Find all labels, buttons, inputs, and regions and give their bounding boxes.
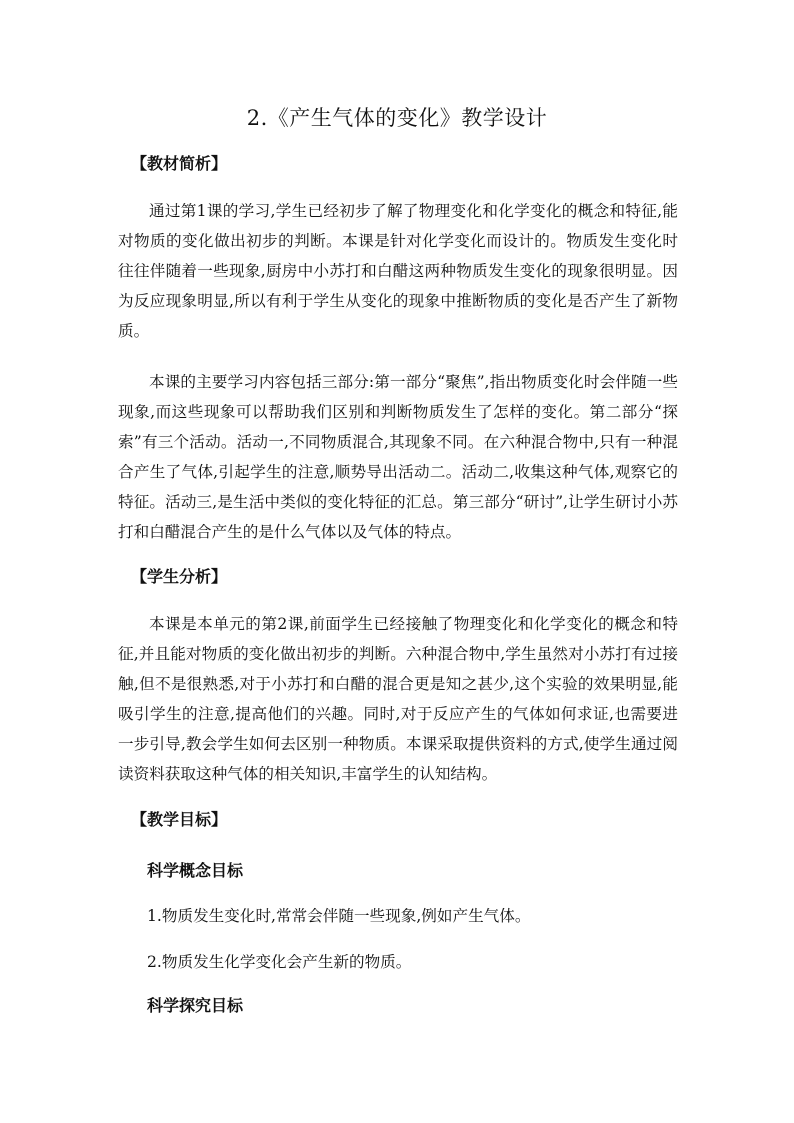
subheading-concept-goals: 科学概念目标 <box>147 861 244 880</box>
section-heading-textbook: 【教材简析】 <box>131 154 228 173</box>
paragraph-textbook-1: 通过第1课的学习,学生已经初步了解了物理变化和化学变化的概念和特征,能对物质的变化做出初步的判断。本课是针对化学变化而设计的。物质发生变化时往往伴随着一些现象,厨房中小苏打和白醋这两种物质发生变化的现象很明显。因为反应现象明显,所以有利于学生从变化的现象中推断物质的变化是否产生了新物质。 <box>118 202 678 340</box>
concept-goal-item-1: 1.物质发生变化时,常常会伴随一些现象,例如产生气体。 <box>147 907 531 925</box>
paragraph-students-1: 本课是本单元的第2课,前面学生已经接触了物理变化和化学变化的概念和特征,并且能对物质的变化做出初步的判断。六种混合物中,学生虽然对小苏打有过接触,但不是很熟悉,对于小苏打和白醋的混合更是知之甚少,这个实验的效果明显,能吸引学生的注意,提高他们的兴趣。同时,对于反应产生的气体如何求证,也需要进一步引导,教会学生如何去区别一种物质。本课采取提供资料的方式,使学生通过阅读资料获取这种气体的相关知识,丰富学生的认知结构。 <box>118 615 678 783</box>
document-title: 2.《产生气体的变化》教学设计 <box>246 106 548 130</box>
section-heading-students: 【学生分析】 <box>131 567 228 586</box>
section-heading-goals: 【教学目标】 <box>131 810 228 829</box>
subheading-inquiry-goals: 科学探究目标 <box>147 996 244 1015</box>
paragraph-textbook-2: 本课的主要学习内容包括三部分:第一部分“聚焦”,指出物质变化时会伴随一些现象,而这些现象可以帮助我们区别和判断物质发生了怎样的变化。第二部分“探索”有三个活动。活动一,不同物质混合,其现象不同。在六种混合物中,只有一种混合产生了气体,引起学生的注意,顺势导出活动二。活动二,收集这种气体,观察它的特征。活动三,是生活中类似的变化特征的汇总。第三部分“研讨”,让学生研讨小苏打和白醋混合产生的是什么气体以及气体的特点。 <box>118 373 678 541</box>
concept-goal-item-2: 2.物质发生化学变化会产生新的物质。 <box>147 953 412 971</box>
